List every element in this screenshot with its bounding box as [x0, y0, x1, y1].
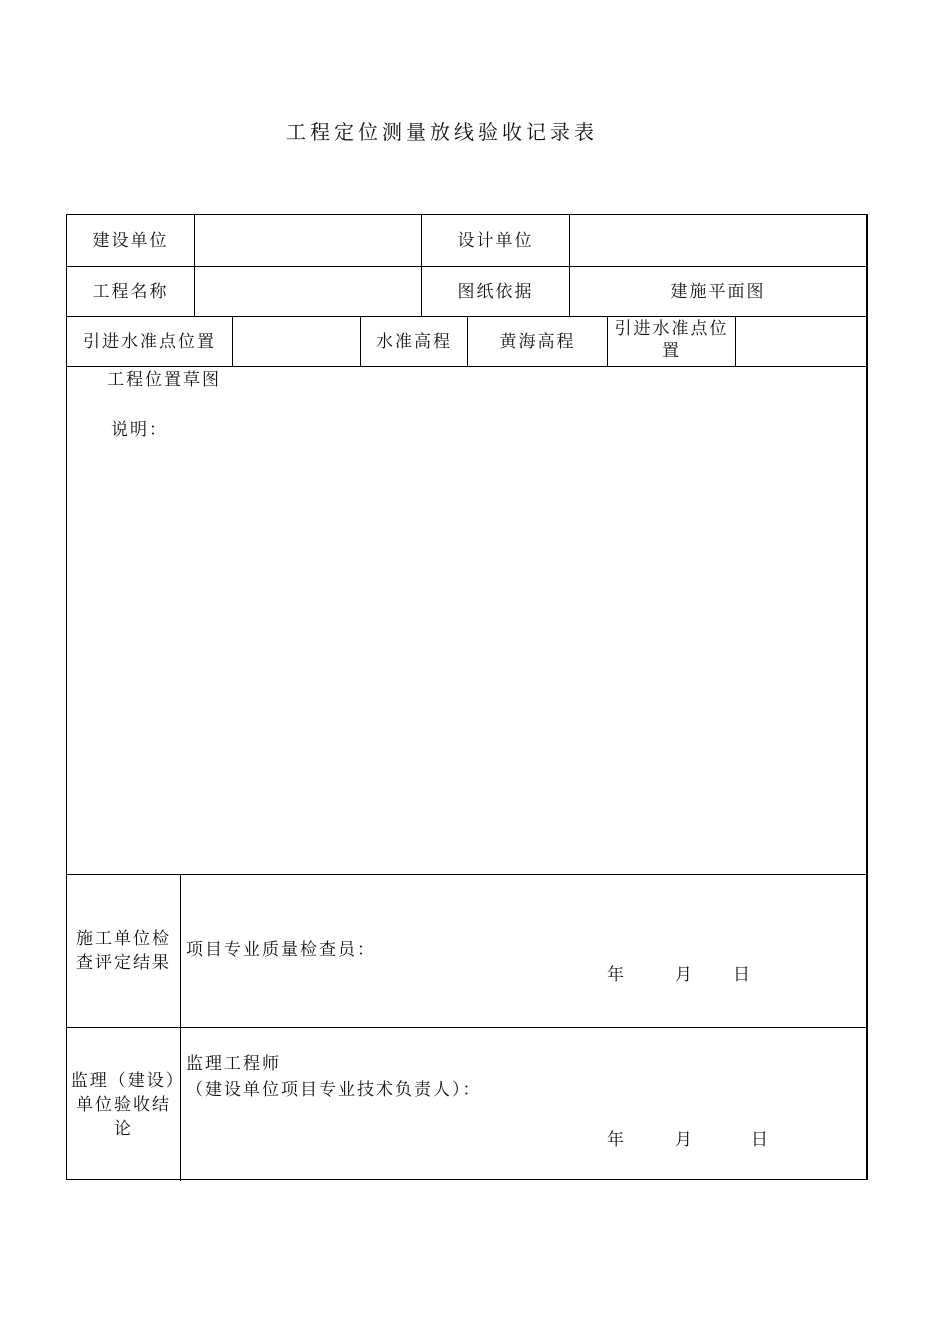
design-unit-label: 设计单位: [457, 230, 534, 251]
construction-unit-label: 建设单位: [92, 230, 169, 251]
contractor-month-label: 月: [675, 965, 694, 985]
contractor-check-label: 施工单位检查评定结果: [76, 929, 171, 973]
project-name-field[interactable]: [195, 267, 421, 316]
project-name-label: 工程名称: [92, 281, 169, 302]
contractor-day-label: 日: [733, 965, 752, 985]
construction-unit-field[interactable]: [195, 215, 421, 266]
sketch-label: 工程位置草图: [107, 370, 221, 390]
yellow-sea-elevation-label: 黄海高程: [499, 331, 576, 352]
supervision-accept-label: 监理（建设）单位验收结论: [70, 1070, 177, 1139]
drawing-basis-label: 图纸依据: [457, 281, 534, 302]
benchmark-location-field-2[interactable]: [736, 317, 866, 366]
owner-technical-lead-label: （建设单位项目专业技术负责人）：: [186, 1080, 482, 1100]
supervision-year-label: 年: [607, 1130, 626, 1150]
row-divider-4: [67, 874, 866, 875]
sketch-note-label: 说明：: [111, 420, 168, 440]
contractor-year-label: 年: [607, 965, 626, 985]
supervision-month-label: 月: [675, 1130, 694, 1150]
col-divider-bottom: [180, 874, 181, 1181]
benchmark-location-field[interactable]: [233, 317, 360, 366]
sketch-drawing-area[interactable]: [67, 445, 866, 873]
benchmark-location-label: 引进水准点位置: [83, 331, 216, 352]
design-unit-field[interactable]: [570, 215, 866, 266]
document-title: 工程定位测量放线验收记录表: [286, 120, 598, 144]
row-divider-3: [67, 366, 866, 367]
drawing-basis-field[interactable]: 建施平面图: [670, 281, 766, 302]
quality-inspector-label: 项目专业质量检查员：: [186, 940, 376, 960]
level-elevation-label: 水准高程: [376, 331, 452, 352]
supervising-engineer-label: 监理工程师: [186, 1054, 281, 1074]
record-form: [66, 214, 868, 1180]
supervision-day-label: 日: [751, 1130, 770, 1150]
benchmark-location-label-2: 引进水准点位置: [614, 319, 729, 361]
row-divider-5: [67, 1027, 866, 1028]
